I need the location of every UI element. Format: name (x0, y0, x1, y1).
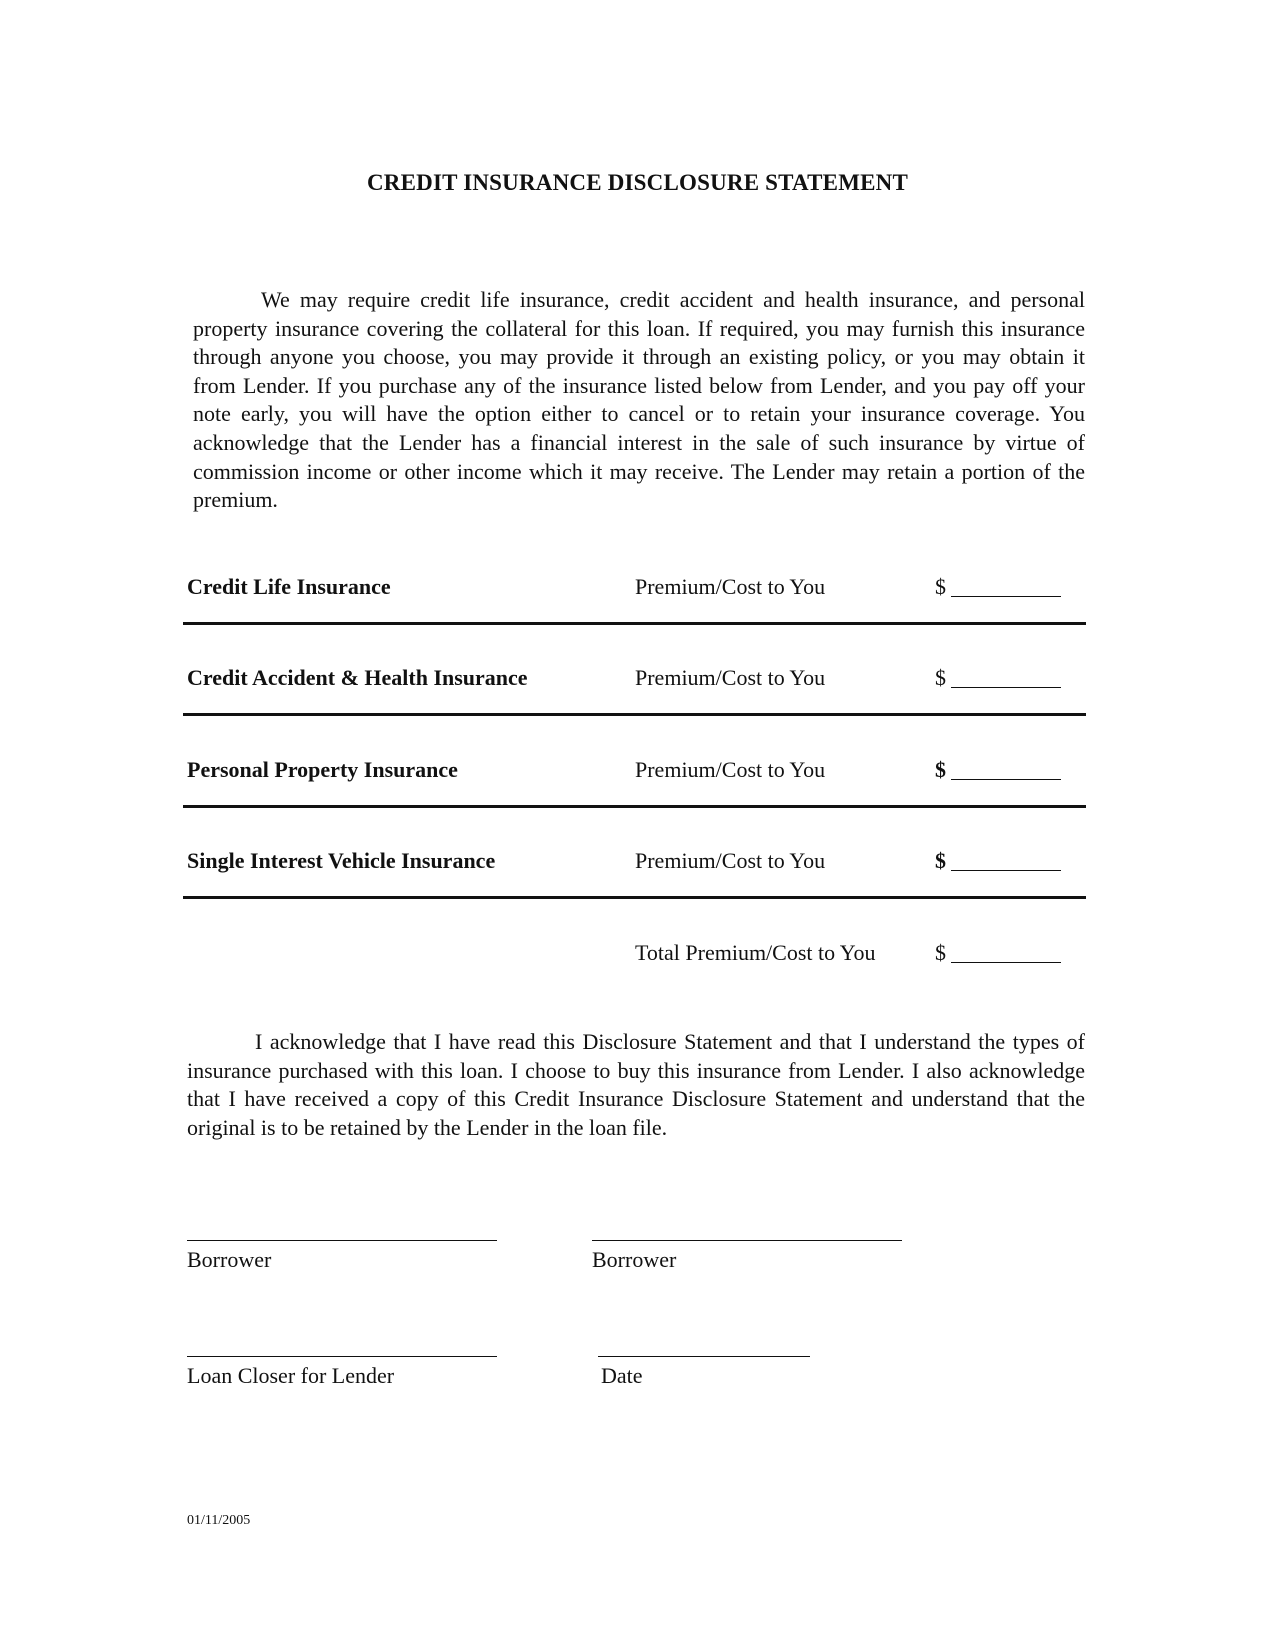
insurance-row-accident-health (183, 665, 1086, 755)
insurance-row-credit-life (183, 574, 1086, 664)
amount-blank-field[interactable] (951, 687, 1061, 688)
currency-symbol: $ (935, 665, 946, 690)
cost-label: Premium/Cost to You (635, 574, 826, 599)
row-divider (183, 713, 1086, 716)
cost-label: Premium/Cost to You (635, 757, 826, 782)
insurance-row-single-interest-vehicle (183, 848, 1086, 938)
intro-paragraph: We may require credit life insurance, credit accident and health insurance, and personal property insurance covering the collateral for this loan. If required, you may furnish this insurance through anyone you choose, you may provide it through an existing policy, or you may obtain it from Lender. If you purchase any of the insurance listed below from Lender, and you pay off your note early, you will have the option either to cancel or to retain your insurance coverage. You acknowledge that the Lender has a financial interest in the sale of such insurance by virtue of commission income or other income which it may receive. The Lender may retain a portion of the premium. (193, 287, 1085, 513)
amount-blank-field[interactable] (951, 596, 1061, 597)
borrower-2-label: Borrower (592, 1247, 677, 1272)
document-title: CREDIT INSURANCE DISCLOSURE STATEMENT (367, 170, 908, 195)
date-line[interactable] (598, 1356, 810, 1357)
date-label: Date (601, 1363, 643, 1388)
insurance-name: Single Interest Vehicle Insurance (187, 848, 496, 873)
insurance-name: Personal Property Insurance (187, 757, 458, 782)
insurance-name: Credit Life Insurance (187, 574, 391, 599)
total-amount-blank-field[interactable] (951, 962, 1061, 963)
total-label: Total Premium/Cost to You (635, 940, 876, 965)
acknowledgement-paragraph: I acknowledge that I have read this Disclosure Statement and that I understand the types of insurance purchased with this loan. I choose to buy this insurance from Lender. I also acknowledge that I have received a copy of this Credit Insurance Disclosure Statement and understand that the original is to be retained by the Lender in the loan file. (187, 1029, 1085, 1140)
loan-closer-label: Loan Closer for Lender (187, 1363, 395, 1388)
currency-symbol: $ (935, 574, 946, 599)
total-currency-symbol: $ (935, 940, 946, 965)
row-divider (183, 622, 1086, 625)
borrower-2-signature-line[interactable] (592, 1240, 902, 1241)
footer-revision-date: 01/11/2005 (187, 1513, 251, 1528)
insurance-row-personal-property (183, 757, 1086, 847)
currency-symbol: $ (935, 848, 946, 873)
currency-symbol: $ (935, 757, 946, 782)
cost-label: Premium/Cost to You (635, 665, 826, 690)
borrower-1-label: Borrower (187, 1247, 272, 1272)
borrower-1-signature-line[interactable] (187, 1240, 497, 1241)
row-divider (183, 896, 1086, 899)
amount-blank-field[interactable] (951, 779, 1061, 780)
amount-blank-field[interactable] (951, 870, 1061, 871)
cost-label: Premium/Cost to You (635, 848, 826, 873)
loan-closer-signature-line[interactable] (187, 1356, 497, 1357)
insurance-name: Credit Accident & Health Insurance (187, 665, 528, 690)
row-divider (183, 805, 1086, 808)
